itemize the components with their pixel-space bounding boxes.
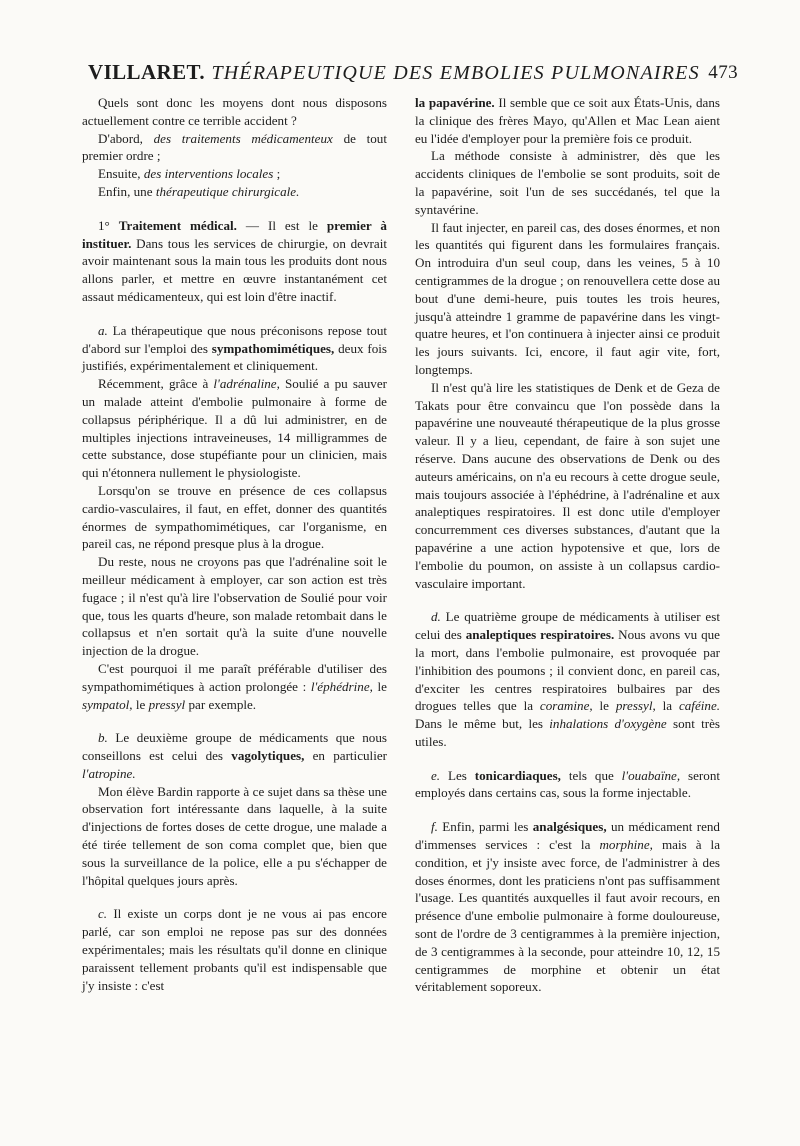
list-item: Ensuite, des interventions locales ; xyxy=(98,166,281,182)
right-column xyxy=(415,94,720,996)
paragraph-c-continued: la papavérine. Il semble que ce soit aux États-Unis, dans la clinique des frères Mayo, qu'Allen et Mac Lean aient eu l'idée d'employer pour la première fois ce produit. xyxy=(415,95,720,146)
header-author: VILLARET. xyxy=(88,60,205,84)
running-header xyxy=(88,60,738,94)
paragraph-d: d. Le quatrième groupe de médicaments à utiliser est celui des analeptiques respiratoires. Nous avons vu que la mort, dans l'embolie pulmonaire, est provoquée par l'inhibition des poumons ; il convient donc, en pareil cas, d'exciter les centres respiratoires bulbaires par des drogues telles que la coramine, le pressyl, la caféine. Dans le même but, les inhalations d'oxygène sont très utiles. xyxy=(415,609,721,749)
paragraph: Il faut injecter, en pareil cas, des doses énormes, et non les quantités qui figurent dans les formulaires français. On introduira d'un seul coup, dans les veines, 5 à 10 centigrammes de la drogue ; on renouvellera cette dose au bout d'une demi-heure, puis toutes les trois heures, jusqu'à atteindre 1 gramme de papavérine dans les vingt-quatre heures, et l'on continuera à injecter ainsi ce produit les jours suivants. Ici, encore, il faut agir vite, fort, longtemps. xyxy=(415,219,720,377)
page-number: 473 xyxy=(708,62,738,83)
paragraph: La méthode consiste à administrer, dès que les accidents cliniques de l'embolie se sont produits, soit de la papavérine, soit l'un de ses succédanés, tel que la syntavérine. xyxy=(415,148,720,217)
paragraph-f: f. Enfin, parmi les analgésiques, un médicament rend d'immenses services : c'est la morphine, mais à la condition, et j'y insiste avec force, de l'administrer à des doses énormes, dont les praticiens n'ont pas suffisamment l'usage. Les quantités auxquelles il faut avoir recours, en présence d'une embolie pulmonaire à forme douloureuse, sont de l'ordre de 3 centigrammes à la première injection, de 3 centigrammes à la seconde, pour atteindre 10, 12, 15 centigrammes de morphine et obtenir un état véritablement soporeux. xyxy=(415,819,721,995)
paragraph-c: c. Il existe un corps dont je ne vous ai pas encore parlé, car son emploi ne repose pas sur des données expérimentales; mais les résultats qu'il donne en clinique paraissent tellement probants qu'il est indispensable que j'y insiste : c'est xyxy=(82,906,387,993)
paragraph-a: a. La thérapeutique que nous préconisons repose tout d'abord sur l'emploi des sympathomimétiques, deux fois justifiés, expérimentalement et cliniquement. xyxy=(82,322,388,374)
paragraph: Mon élève Bardin rapporte à ce sujet dans sa thèse une observation fort intéressante dans laquelle, à la suite d'injections de fortes doses de cette drogue, une malade a été tirée tellement de son coma complet que, bien que sous la surveillance de la police, elle a pu s'échapper de l'hôpital quelques jours après. xyxy=(82,783,387,888)
paragraph: Il n'est qu'à lire les statistiques de Denk et de Geza de Takats pour être convaincu que l'on possède dans la papavérine une nouveauté thérapeutique de la plus grosse valeur. Il y a lieu, cependant, de faire à son sujet une réserve. Dans aucune des observations de Denk ou des auteurs américains, on n'a eu recours à cette drogue seule, mais toujours associée à l'éphédrine, à l'adrénaline et aux analeptiques respiratoires. Il est donc utile d'employer concurremment ces diverses substances, d'autant que la papavérine a une action hypotensive et que, lors de l'embolie du poumon, on assiste à un collapsus cardio-vasculaire important. xyxy=(415,379,720,591)
list-item: Enfin, une thérapeutique chirurgicale. xyxy=(98,183,300,199)
left-column xyxy=(82,94,387,994)
paragraph: C'est pourquoi il me paraît préférable d'utiliser des sympathomimétiques à action prolongée : l'éphédrine, le sympatol, le pressyl par exemple. xyxy=(82,660,387,712)
list-item: D'abord, des traitements médicamenteux de tout premier ordre ; xyxy=(82,130,387,164)
paragraph: Du reste, nous ne croyons pas que l'adrénaline soit le meilleur médicament à employer, car son action est très fugace ; il n'est qu'à lire l'observation de Soulié pour voir que, tous les quarts d'heure, son malade retombait dans le collapsus et n'en sortait qu'à la suite d'une nouvelle injection de la drogue. xyxy=(82,554,387,659)
section-medical-treatment: 1° Traitement médical. — Il est le premier à instituer. Dans tous les services de chirurgie, on devrait avoir maintenant sous la main tous les produits dont nous allons parler, et mettre en œuvre instantanément cet assaut médicamenteux, qui est loin d'être inactif. xyxy=(82,217,387,304)
paragraph: Récemment, grâce à l'adrénaline, Soulié a pu sauver un malade atteint d'embolie pulmonaire à forme de collapsus périphérique. Il a dû lui administrer, en de multiples injections intraveineuses, 14 milligrammes de cette substance, dose stupéfiante pour un clinicien, mais qui n'étonnera nullement le physiologiste. xyxy=(82,376,387,481)
paragraph-b: b. Le deuxième groupe de médicaments que nous conseillons est celui des vagolytiques, en particulier l'atropine. xyxy=(82,730,388,781)
intro-paragraph: Quels sont donc les moyens dont nous disposons actuellement contre ce terrible accident ? xyxy=(82,95,387,128)
paragraph: Lorsqu'on se trouve en présence de ces collapsus cardio-vasculaires, il faut, en effet, donner des quantités énormes de sympathomimétiques, car l'organisme, en pareil cas, ne répond presque plus à la drogue. xyxy=(82,482,387,552)
paragraph-e: e. Les tonicardiaques, tels que l'ouabaïne, seront employés dans certains cas, sous la forme injectable. xyxy=(415,767,720,801)
section-heading: Traitement médical. xyxy=(118,217,237,233)
header-title: THÉRAPEUTIQUE DES EMBOLIES PULMONAIRES xyxy=(211,62,700,84)
